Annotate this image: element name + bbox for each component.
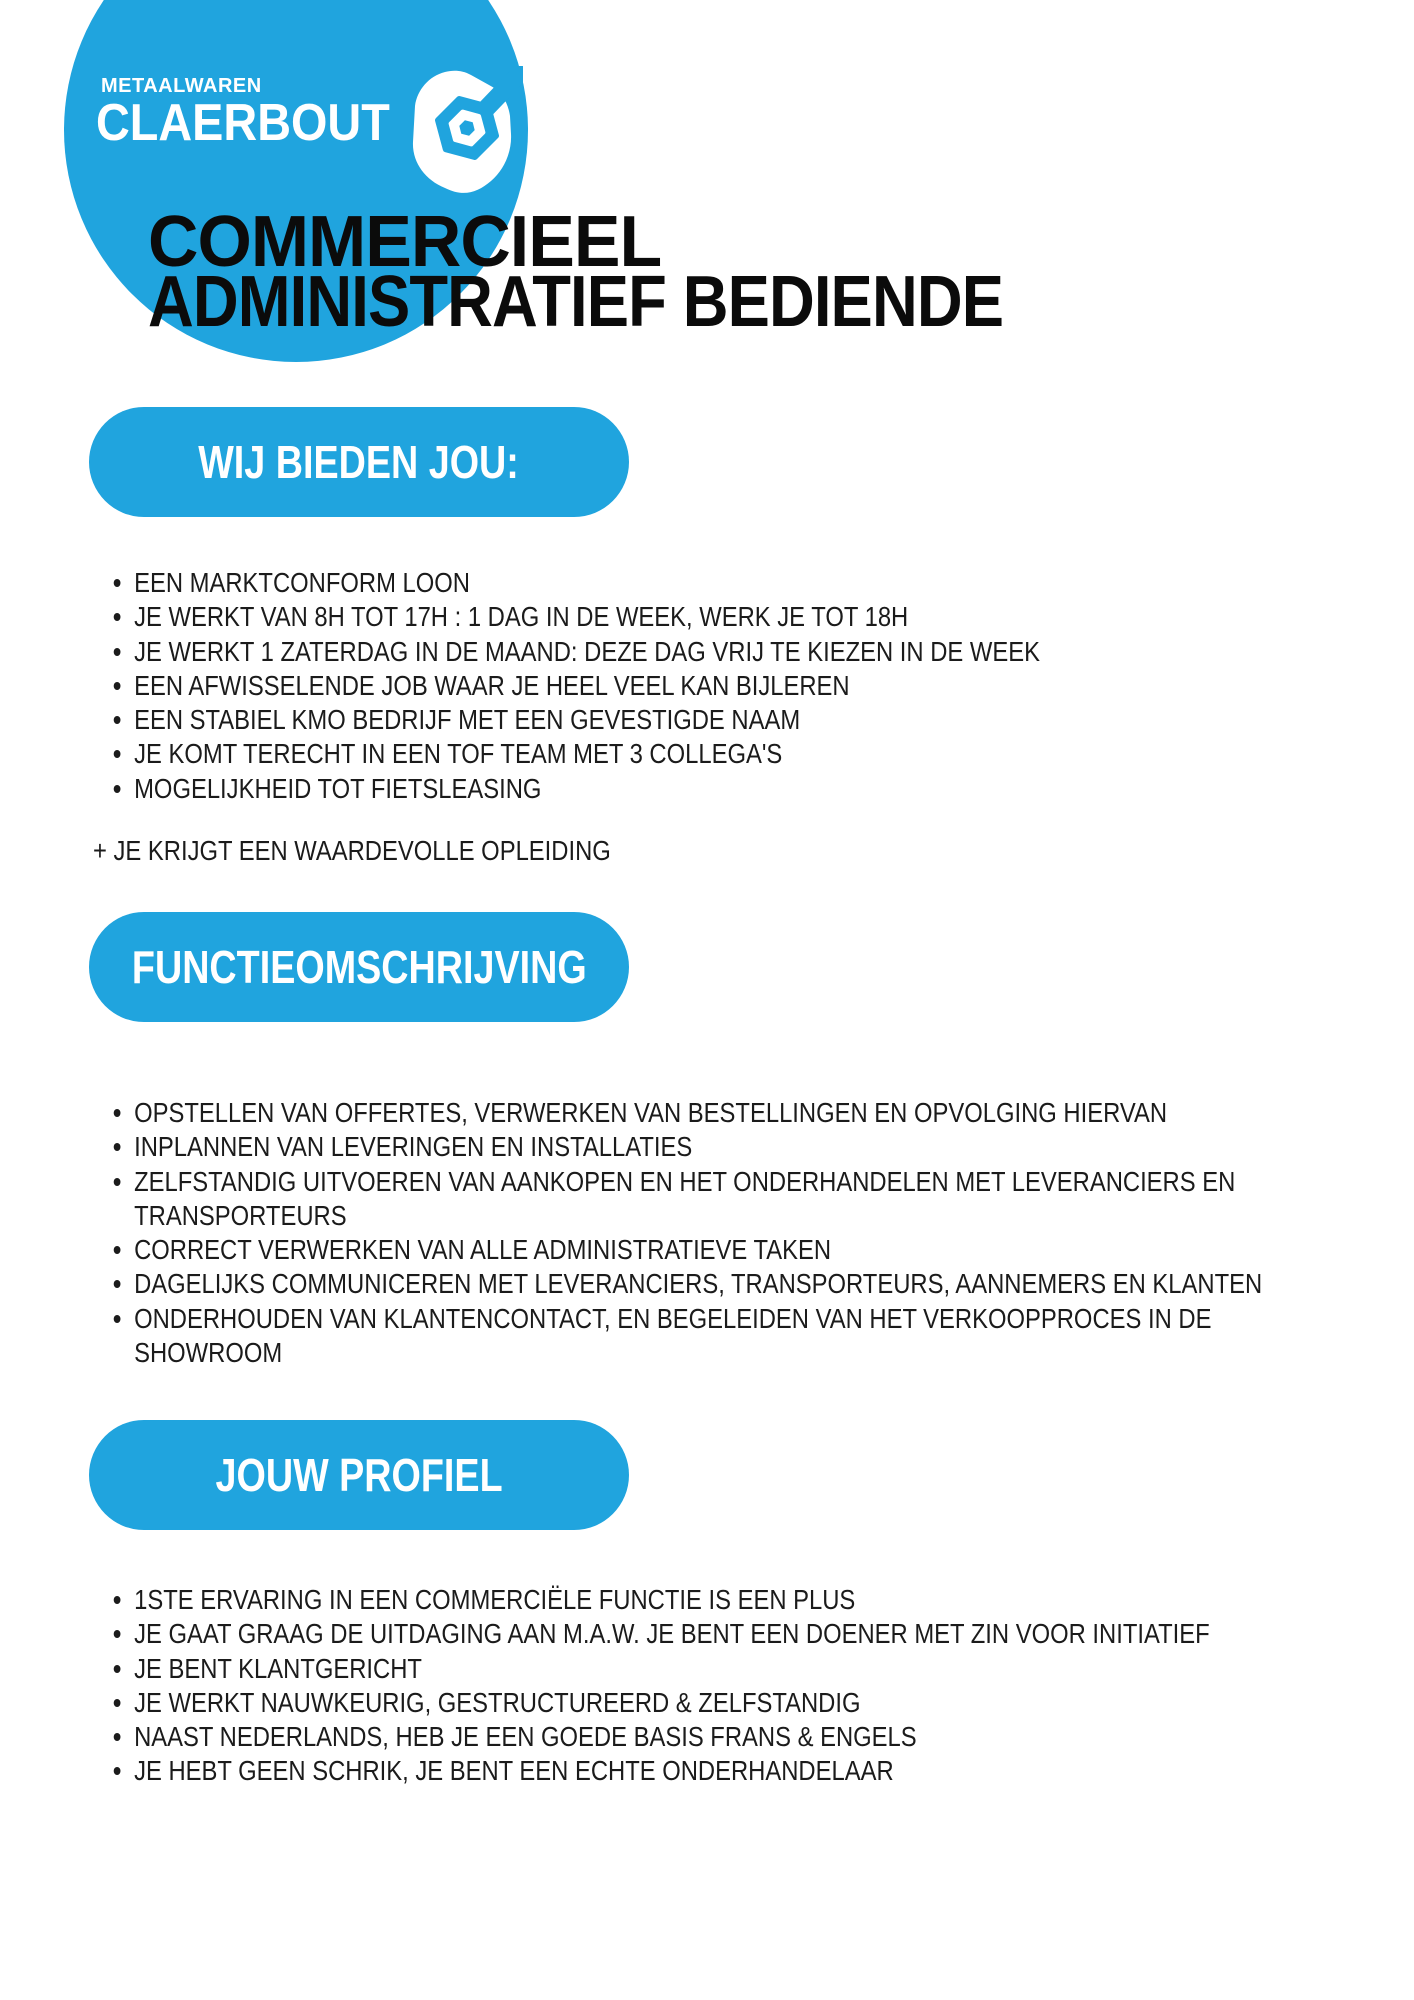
list-item-text: OPSTELLEN VAN OFFERTES, VERWERKEN VAN BESTELLINGEN EN OPVOLGING HIERVAN (134, 1097, 1168, 1128)
list-item (112, 1652, 1268, 1686)
bullet-dot (114, 1665, 121, 1673)
list-item-text: JE WERKT VAN 8H TOT 17H : 1 DAG IN DE WEEK, WERK JE TOT 18H (134, 601, 909, 633)
job-title-line1: COMMERCIEEL (148, 202, 662, 282)
section-profile-heading: JOUW PROFIEL (215, 1449, 503, 1501)
list-item (112, 1754, 1268, 1788)
list-item-text: MOGELIJKHEID TOT FIETSLEASING (134, 772, 542, 804)
list-item (112, 1302, 1268, 1371)
list-item (112, 1720, 1268, 1754)
logo-tagline: METAALWAREN (101, 75, 262, 97)
section-profile-heading-pill (89, 1420, 629, 1530)
list-item-text: JE BENT KLANTGERICHT (134, 1652, 422, 1684)
section-description-heading: FUNCTIEOMSCHRIJVING (131, 941, 587, 993)
list-item (112, 1686, 1268, 1720)
list-item-text: EEN MARKTCONFORM LOON (134, 567, 470, 598)
list-item (112, 737, 1268, 771)
list-item-text: DAGELIJKS COMMUNICEREN MET LEVERANCIERS, TRANSPORTEURS, AANNEMERS EN KLANTEN (134, 1268, 1263, 1300)
section-offer-heading: WIJ BIEDEN JOU: (198, 436, 520, 488)
bullet-dot (114, 750, 121, 758)
bullet-dot (114, 1315, 121, 1323)
bullet-dot (114, 1178, 121, 1186)
section-description-heading-pill (89, 912, 629, 1022)
profile-list (112, 1583, 1268, 1789)
list-item-text: JE KOMT TERECHT IN EEN TOF TEAM MET 3 COLLEGA'S (134, 738, 783, 770)
job-title-line2: ADMINISTRATIEF BEDIENDE (148, 262, 1004, 342)
bullet-dot (114, 1109, 121, 1117)
list-item-text: 1STE ERVARING IN EEN COMMERCIËLE FUNCTIE IS EEN PLUS (134, 1584, 856, 1615)
description-list (112, 1096, 1268, 1370)
list-item (112, 1267, 1268, 1301)
bullet-dot (114, 1246, 121, 1254)
list-item-text: CORRECT VERWERKEN VAN ALLE ADMINISTRATIEVE TAKEN (134, 1234, 832, 1266)
offer-list (112, 566, 1268, 806)
list-item (112, 703, 1268, 737)
bullet-dot (114, 1699, 121, 1707)
job-title (148, 202, 1120, 342)
logo-company-name: CLAERBOUT (96, 94, 390, 152)
section-offer-heading-pill (89, 407, 629, 517)
list-item (112, 1096, 1268, 1130)
offer-note: + JE KRIJGT EEN WAARDEVOLLE OPLEIDING (93, 835, 611, 866)
list-item-text: NAAST NEDERLANDS, HEB JE EEN GOEDE BASIS FRANS & ENGELS (134, 1721, 917, 1753)
bullet-dot (114, 1733, 121, 1741)
bullet-dot (114, 785, 121, 793)
bullet-dot (114, 579, 121, 587)
bullet-dot (114, 648, 121, 656)
list-item-text: JE HEBT GEEN SCHRIK, JE BENT EEN ECHTE ONDERHANDELAAR (134, 1755, 894, 1787)
list-item (112, 772, 1268, 806)
bullet-dot (114, 1143, 121, 1151)
list-item-text: JE GAAT GRAAG DE UITDAGING AAN M.A.W. JE BENT EEN DOENER MET ZIN VOOR INITIATIEF (134, 1618, 1210, 1650)
list-item (112, 669, 1268, 703)
bullet-dot (114, 1280, 121, 1288)
bullet-dot (114, 1596, 121, 1604)
list-item (112, 1583, 1268, 1617)
list-item-text: EEN STABIEL KMO BEDRIJF MET EEN GEVESTIGDE NAAM (134, 704, 801, 736)
list-item-text: INPLANNEN VAN LEVERINGEN EN INSTALLATIES (134, 1131, 693, 1163)
bullet-dot (114, 716, 121, 724)
list-item (112, 1165, 1268, 1234)
bullet-dot (114, 682, 121, 690)
list-item (112, 635, 1268, 669)
list-item-text: JE WERKT NAUWKEURIG, GESTRUCTUREERD & ZELFSTANDIG (134, 1686, 861, 1718)
list-item (112, 600, 1268, 634)
bullet-dot (114, 1630, 121, 1638)
list-item (112, 566, 1268, 600)
list-item-text: ZELFSTANDIG UITVOEREN VAN AANKOPEN EN HET ONDERHANDELEN MET LEVERANCIERS EN TRANSPORTEURS (134, 1165, 1236, 1231)
list-item (112, 1130, 1268, 1164)
list-item (112, 1617, 1268, 1651)
bullet-dot (114, 1767, 121, 1775)
list-item (112, 1233, 1268, 1267)
bullet-dot (114, 613, 121, 621)
list-item-text: ONDERHOUDEN VAN KLANTENCONTACT, EN BEGELEIDEN VAN HET VERKOOPPROCES IN DE SHOWROOM (134, 1302, 1212, 1369)
list-item-text: JE WERKT 1 ZATERDAG IN DE MAAND: DEZE DAG VRIJ TE KIEZEN IN DE WEEK (134, 635, 1040, 667)
list-item-text: EEN AFWISSELENDE JOB WAAR JE HEEL VEEL KAN BIJLEREN (134, 669, 850, 701)
wrench-nut-icon (405, 66, 523, 198)
